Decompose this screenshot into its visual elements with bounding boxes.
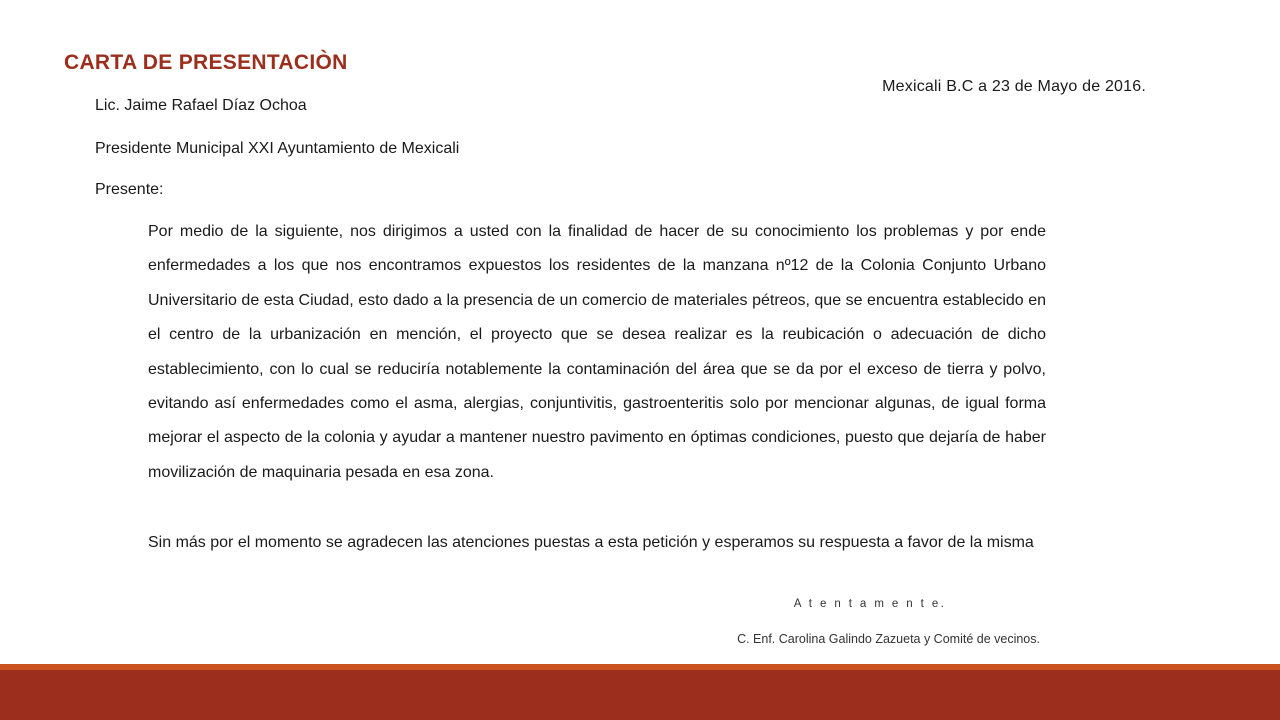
signature-line: C. Enf. Carolina Galindo Zazueta y Comité de vecinos.: [737, 632, 1040, 646]
body-paragraph-closing: Sin más por el momento se agradecen las atenciones puestas a esta petición y esperamos su respuesta a favor de la misma: [148, 534, 1034, 551]
closing-phrase: A t e n t a m e n t e.: [793, 598, 947, 610]
body-paragraph-request: Por medio de la siguiente, nos dirigimos a usted con la finalidad de hacer de su conocimiento los problemas y por ende enfermedades a los que nos encontramos expuestos los residentes de la manzana nº12 de la Colonia Conjunto Urbano Universitario de esta Ciudad, esto dado a la presencia de un comercio de materiales pétreos, que se encuentra establecido en el centro de la urbanización en mención, el proyecto que se desea realizar es la reubicación o adecuación de dicho establecimiento, con lo cual se reduciría notablemente la contaminación del área que se da por el exceso de tierra y polvo, evitando así enfermedades como el asma, alergias, conjuntivitis, gastroenteritis solo por mencionar algunas, de igual forma mejorar el aspecto de la colonia y ayudar a mantener nuestro pavimento en óptimas condiciones, puesto que dejaría de haber movilización de maquinaria pesada en esa zona.: [148, 223, 1046, 481]
letter-date: Mexicali B.C a 23 de Mayo de 2016.: [882, 78, 1146, 95]
recipient-name: Lic. Jaime Rafael Díaz Ochoa: [95, 97, 307, 114]
recipient-position: Presidente Municipal XXI Ayuntamiento de Mexicali: [95, 140, 460, 157]
footer-bar: [0, 670, 1280, 720]
page-title: CARTA DE PRESENTACIÒN: [64, 51, 348, 74]
salutation: Presente:: [95, 181, 164, 198]
